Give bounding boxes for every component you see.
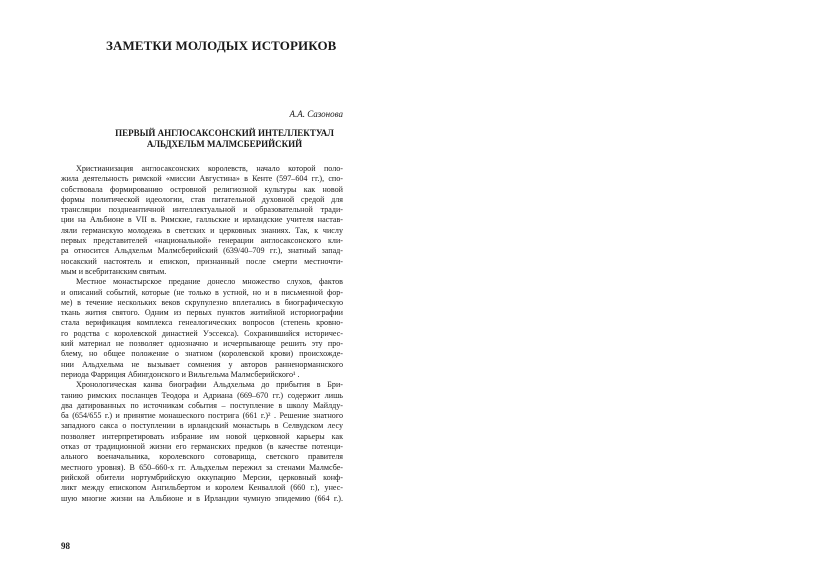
text-line: стала верификация комплекса генеалогических вопросов (степень кровно- [61,318,343,328]
article-title [106,128,343,149]
text-line: Местное монастырское предание донесло множество слухов, фактов [76,277,343,287]
text-line: ра относится Альдхельм Малмсберийский (639/40–709 гг.), знатный запад- [61,246,343,256]
text-line: носакский настоятель и епископ, признанный после смерти местночти- [61,256,343,266]
text-line: два датированных по источникам события – поступление в школу Майлду- [61,400,343,410]
text-line: периода Фарриция Абингдонского и Вильгельма Малмсберийского¹ . [61,369,300,379]
text-line: трансляции позднеантичной интеллектуальной и образовательной тради- [61,205,343,215]
text-line: собствовала формированию островной религиозной культуры как новой [61,184,343,194]
text-line: жила деятельность римской «миссии Августина» в Кенте (597–604 гг.), спо- [61,174,343,184]
text-line: ляли германскую молодежь в светских и церковных знаниях. Так, к числу [61,225,343,235]
article-title-line: ПЕРВЫЙ АНГЛОСАКСОНСКИЙ ИНТЕЛЛЕКТУАЛ [115,128,334,138]
text-line: танию римских посланцев Теодора и Адриана (669–670 гг.) содержит лишь [61,390,343,400]
text-line: нии Альдхельма не вызывает сомнения у авторов ранненорманнского [61,359,343,369]
article-body [61,164,343,504]
text-line: го родства с королевской династией Уэссекса). Сохранившийся историчес- [61,328,343,338]
text-line: Христианизация англосаксонских королевств, начало которой поло- [76,164,343,173]
text-line: ткань жития святого. Одним из первых пунктов житийной историографии [61,308,343,318]
text-line: первых представителей «национальной» генерации англосаксонского кли- [61,236,343,246]
text-line: позволяет интерпретировать избрание им новой церковной карьеры как [61,431,343,441]
article-title-line: АЛЬДХЕЛЬМ МАЛМСБЕРИЙСКИЙ [146,138,303,149]
text-line: ме) в течение нескольких веков скрупулезно вплетались в биографическую [61,297,343,307]
text-line: ального военачальника, королевского сотоварища, светского правителя [61,452,343,462]
text-line: шую многие жизни на Альбионе и в Ирландии чумную эпидемию (664 г.). [61,493,343,503]
text-line: и описаний событий, которые (не только в устной, но и в письменной фор- [61,287,343,297]
text-line: западного сакса о поступлении в ирландский монастырь в Селвудском лесу [61,421,343,431]
text-line: кий материал не позволяет однозначно и исчерпывающе решить эту про- [61,339,343,349]
text-line: блему, но общее положение о знатном (королевской крови) происхожде- [61,349,343,359]
text-line: ликт между епископом Ангильбертом и королем Кенваллой (660 г.), унес- [61,483,343,493]
text-line: Хронологическая канва биографии Альдхельма до прибытия в Бри- [76,380,343,390]
article-author: А.А. Сазонова [289,109,343,119]
section-title: ЗАМЕТКИ МОЛОДЫХ ИСТОРИКОВ [106,38,337,53]
text-line: мым и всебританским святым. [61,266,167,276]
page-number: 98 [61,541,70,551]
text-line: местного уровня). В 650–660-х гг. Альдхельм пережил за стенами Малмсбе- [61,462,343,472]
text-line: формы политической идеологии, став питательной духовной средой для [61,194,343,204]
text-line: ции на Альбионе в VII в. Римские, галльские и ирландские учителя настав- [61,215,343,225]
text-line: ба (654/655 г.) и принятие монашеского пострига (661 г.)² . Решение знатного [61,411,343,421]
text-line: отказ от традиционной жизни его германских предков (в качестве потенци- [61,442,343,452]
text-line: рийской обители нортумбрийскую оккупацию Мерсии, церковный конф- [61,472,343,482]
